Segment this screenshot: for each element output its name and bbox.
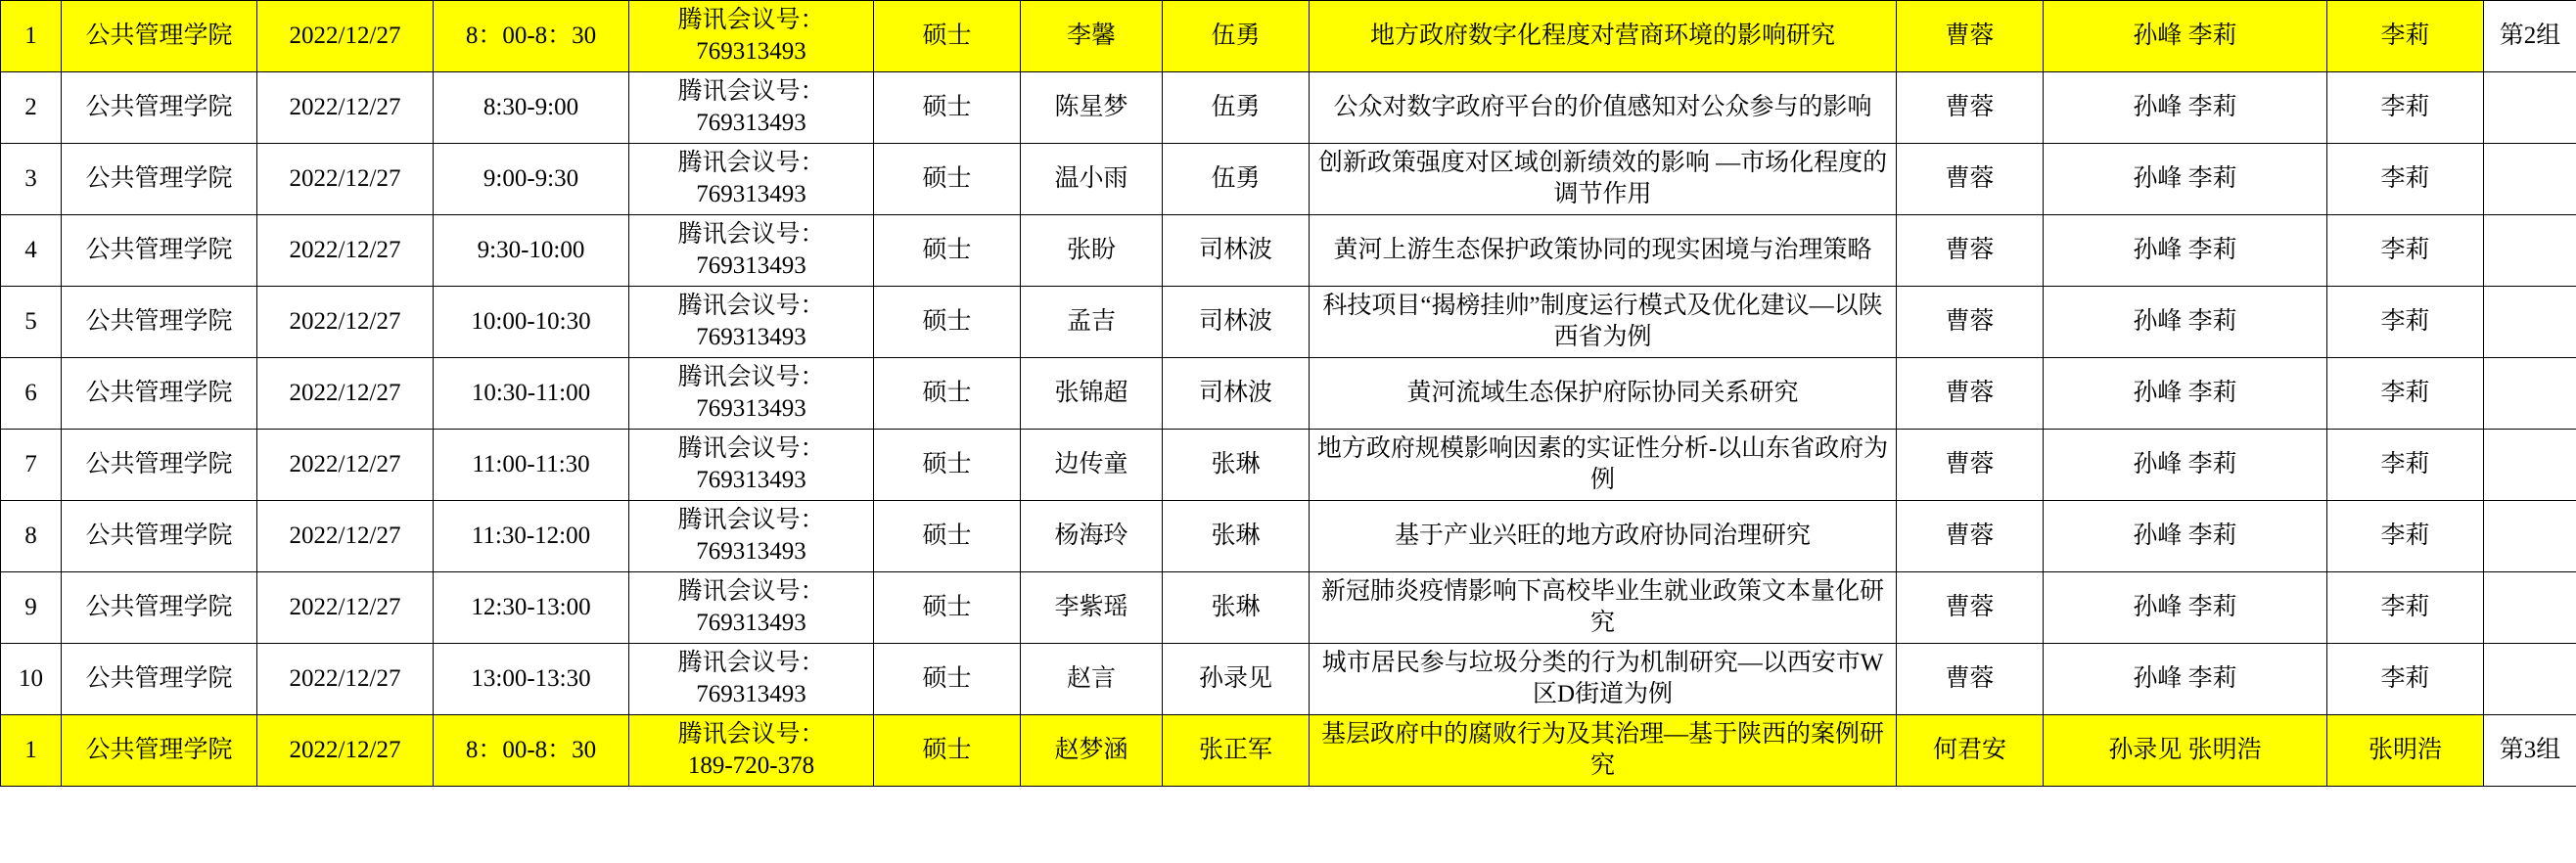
committee-members: 孙峰 李莉 xyxy=(2044,358,2327,430)
committee-chair: 李莉 xyxy=(2327,430,2484,501)
sequence-number: 5 xyxy=(1,287,62,358)
secretary: 曹蓉 xyxy=(1897,287,2044,358)
college: 公共管理学院 xyxy=(62,572,257,644)
meeting-label: 腾讯会议号： xyxy=(677,78,825,105)
meeting-id-cell xyxy=(629,430,874,501)
date: 2022/12/27 xyxy=(257,287,434,358)
student-name: 孟吉 xyxy=(1021,287,1163,358)
meeting-label: 腾讯会议号： xyxy=(677,221,825,248)
sequence-number: 4 xyxy=(1,215,62,287)
committee-chair: 李莉 xyxy=(2327,72,2484,144)
group-label xyxy=(2484,501,2576,572)
committee-chair: 李莉 xyxy=(2327,358,2484,430)
secretary: 曹蓉 xyxy=(1897,430,2044,501)
table-body xyxy=(1,1,2576,787)
degree: 硕士 xyxy=(874,430,1021,501)
advisor-name: 孙录见 xyxy=(1163,644,1310,715)
degree: 硕士 xyxy=(874,144,1021,215)
student-name: 温小雨 xyxy=(1021,144,1163,215)
advisor-name: 司林波 xyxy=(1163,358,1310,430)
degree: 硕士 xyxy=(874,215,1021,287)
college: 公共管理学院 xyxy=(62,715,257,787)
meeting-number: 769313493 xyxy=(696,110,806,136)
advisor-name: 伍勇 xyxy=(1163,144,1310,215)
sequence-number: 7 xyxy=(1,430,62,501)
table-row xyxy=(1,215,2576,287)
time-slot: 11:30-12:00 xyxy=(434,501,629,572)
thesis-topic: 基层政府中的腐败行为及其治理—基于陕西的案例研究 xyxy=(1310,715,1897,787)
student-name: 边传童 xyxy=(1021,430,1163,501)
college: 公共管理学院 xyxy=(62,501,257,572)
thesis-topic: 新冠肺炎疫情影响下高校毕业生就业政策文本量化研究 xyxy=(1310,572,1897,644)
committee-members: 孙峰 李莉 xyxy=(2044,572,2327,644)
time-slot: 8：00-8：30 xyxy=(434,1,629,72)
advisor-name: 张琳 xyxy=(1163,572,1310,644)
meeting-label: 腾讯会议号： xyxy=(677,650,825,676)
table-row xyxy=(1,287,2576,358)
thesis-topic: 黄河流域生态保护府际协同关系研究 xyxy=(1310,358,1897,430)
college: 公共管理学院 xyxy=(62,644,257,715)
group-label xyxy=(2484,430,2576,501)
sequence-number: 3 xyxy=(1,144,62,215)
degree: 硕士 xyxy=(874,72,1021,144)
committee-members: 孙峰 李莉 xyxy=(2044,215,2327,287)
student-name: 张盼 xyxy=(1021,215,1163,287)
group-label: 第2组 xyxy=(2484,1,2576,72)
committee-members: 孙峰 李莉 xyxy=(2044,430,2327,501)
date: 2022/12/27 xyxy=(257,572,434,644)
sequence-number: 2 xyxy=(1,72,62,144)
thesis-topic: 城市居民参与垃圾分类的行为机制研究—以西安市W区D街道为例 xyxy=(1310,644,1897,715)
sequence-number: 6 xyxy=(1,358,62,430)
student-name: 张锦超 xyxy=(1021,358,1163,430)
meeting-id-cell xyxy=(629,644,874,715)
degree: 硕士 xyxy=(874,287,1021,358)
secretary: 曹蓉 xyxy=(1897,144,2044,215)
college: 公共管理学院 xyxy=(62,215,257,287)
date: 2022/12/27 xyxy=(257,72,434,144)
college: 公共管理学院 xyxy=(62,144,257,215)
sequence-number: 9 xyxy=(1,572,62,644)
advisor-name: 司林波 xyxy=(1163,215,1310,287)
meeting-id-cell xyxy=(629,501,874,572)
thesis-topic: 黄河上游生态保护政策协同的现实困境与治理策略 xyxy=(1310,215,1897,287)
committee-chair: 李莉 xyxy=(2327,644,2484,715)
meeting-number: 769313493 xyxy=(696,252,806,279)
meeting-number: 769313493 xyxy=(696,395,806,422)
committee-members: 孙峰 李莉 xyxy=(2044,72,2327,144)
meeting-id-cell xyxy=(629,572,874,644)
meeting-number: 769313493 xyxy=(696,467,806,493)
secretary: 曹蓉 xyxy=(1897,501,2044,572)
meeting-label: 腾讯会议号： xyxy=(677,150,825,176)
table-row xyxy=(1,1,2576,72)
secretary: 曹蓉 xyxy=(1897,358,2044,430)
table-row xyxy=(1,72,2576,144)
committee-members: 孙峰 李莉 xyxy=(2044,644,2327,715)
thesis-topic: 地方政府规模影响因素的实证性分析-以山东省政府为例 xyxy=(1310,430,1897,501)
group-label xyxy=(2484,144,2576,215)
table-row xyxy=(1,644,2576,715)
secretary: 曹蓉 xyxy=(1897,72,2044,144)
thesis-topic: 公众对数字政府平台的价值感知对公众参与的影响 xyxy=(1310,72,1897,144)
college: 公共管理学院 xyxy=(62,72,257,144)
time-slot: 9:30-10:00 xyxy=(434,215,629,287)
college: 公共管理学院 xyxy=(62,287,257,358)
thesis-topic: 科技项目“揭榜挂帅”制度运行模式及优化建议—以陕西省为例 xyxy=(1310,287,1897,358)
secretary: 曹蓉 xyxy=(1897,215,2044,287)
sequence-number: 8 xyxy=(1,501,62,572)
date: 2022/12/27 xyxy=(257,715,434,787)
group-label xyxy=(2484,572,2576,644)
table-row xyxy=(1,715,2576,787)
time-slot: 8：00-8：30 xyxy=(434,715,629,787)
degree: 硕士 xyxy=(874,572,1021,644)
student-name: 李馨 xyxy=(1021,1,1163,72)
meeting-id-cell xyxy=(629,144,874,215)
sequence-number: 1 xyxy=(1,1,62,72)
thesis-topic: 基于产业兴旺的地方政府协同治理研究 xyxy=(1310,501,1897,572)
time-slot: 10:00-10:30 xyxy=(434,287,629,358)
degree: 硕士 xyxy=(874,358,1021,430)
table-row xyxy=(1,430,2576,501)
date: 2022/12/27 xyxy=(257,358,434,430)
meeting-label: 腾讯会议号： xyxy=(677,507,825,533)
student-name: 李紫瑶 xyxy=(1021,572,1163,644)
college: 公共管理学院 xyxy=(62,358,257,430)
table-row xyxy=(1,501,2576,572)
sequence-number: 10 xyxy=(1,644,62,715)
meeting-number: 769313493 xyxy=(696,681,806,707)
table-row xyxy=(1,358,2576,430)
advisor-name: 伍勇 xyxy=(1163,1,1310,72)
meeting-id-cell xyxy=(629,1,874,72)
meeting-number: 189-720-378 xyxy=(687,752,815,779)
meeting-label: 腾讯会议号： xyxy=(677,293,825,319)
date: 2022/12/27 xyxy=(257,215,434,287)
college: 公共管理学院 xyxy=(62,430,257,501)
committee-chair: 李莉 xyxy=(2327,572,2484,644)
meeting-label: 腾讯会议号： xyxy=(677,435,825,462)
time-slot: 11:00-11:30 xyxy=(434,430,629,501)
meeting-number: 769313493 xyxy=(696,38,806,65)
meeting-id-cell xyxy=(629,287,874,358)
date: 2022/12/27 xyxy=(257,144,434,215)
table-row xyxy=(1,572,2576,644)
group-label xyxy=(2484,72,2576,144)
committee-members: 孙峰 李莉 xyxy=(2044,287,2327,358)
meeting-label: 腾讯会议号： xyxy=(677,578,825,605)
meeting-label: 腾讯会议号： xyxy=(677,364,825,390)
meeting-number: 769313493 xyxy=(696,610,806,636)
degree: 硕士 xyxy=(874,1,1021,72)
student-name: 赵言 xyxy=(1021,644,1163,715)
committee-members: 孙峰 李莉 xyxy=(2044,501,2327,572)
group-label xyxy=(2484,644,2576,715)
meeting-id-cell xyxy=(629,215,874,287)
group-label xyxy=(2484,358,2576,430)
meeting-label: 腾讯会议号： xyxy=(677,721,825,748)
time-slot: 13:00-13:30 xyxy=(434,644,629,715)
committee-chair: 李莉 xyxy=(2327,144,2484,215)
secretary: 何君安 xyxy=(1897,715,2044,787)
secretary: 曹蓉 xyxy=(1897,644,2044,715)
date: 2022/12/27 xyxy=(257,644,434,715)
committee-chair: 张明浩 xyxy=(2327,715,2484,787)
time-slot: 12:30-13:00 xyxy=(434,572,629,644)
student-name: 杨海玲 xyxy=(1021,501,1163,572)
time-slot: 9:00-9:30 xyxy=(434,144,629,215)
thesis-topic: 创新政策强度对区域创新绩效的影响 —市场化程度的调节作用 xyxy=(1310,144,1897,215)
group-label: 第3组 xyxy=(2484,715,2576,787)
committee-members: 孙录见 张明浩 xyxy=(2044,715,2327,787)
time-slot: 10:30-11:00 xyxy=(434,358,629,430)
degree: 硕士 xyxy=(874,501,1021,572)
committee-chair: 李莉 xyxy=(2327,1,2484,72)
sequence-number: 1 xyxy=(1,715,62,787)
committee-members: 孙峰 李莉 xyxy=(2044,144,2327,215)
advisor-name: 张琳 xyxy=(1163,430,1310,501)
date: 2022/12/27 xyxy=(257,430,434,501)
secretary: 曹蓉 xyxy=(1897,572,2044,644)
advisor-name: 伍勇 xyxy=(1163,72,1310,144)
meeting-label: 腾讯会议号： xyxy=(677,7,825,33)
committee-chair: 李莉 xyxy=(2327,287,2484,358)
meeting-id-cell xyxy=(629,358,874,430)
student-name: 赵梦涵 xyxy=(1021,715,1163,787)
group-label xyxy=(2484,215,2576,287)
committee-members: 孙峰 李莉 xyxy=(2044,1,2327,72)
table-row xyxy=(1,144,2576,215)
date: 2022/12/27 xyxy=(257,1,434,72)
advisor-name: 司林波 xyxy=(1163,287,1310,358)
degree: 硕士 xyxy=(874,715,1021,787)
time-slot: 8:30-9:00 xyxy=(434,72,629,144)
meeting-number: 769313493 xyxy=(696,324,806,350)
date: 2022/12/27 xyxy=(257,501,434,572)
advisor-name: 张正军 xyxy=(1163,715,1310,787)
meeting-id-cell xyxy=(629,72,874,144)
secretary: 曹蓉 xyxy=(1897,1,2044,72)
committee-chair: 李莉 xyxy=(2327,501,2484,572)
thesis-topic: 地方政府数字化程度对营商环境的影响研究 xyxy=(1310,1,1897,72)
college: 公共管理学院 xyxy=(62,1,257,72)
advisor-name: 张琳 xyxy=(1163,501,1310,572)
meeting-number: 769313493 xyxy=(696,181,806,207)
committee-chair: 李莉 xyxy=(2327,215,2484,287)
student-name: 陈星梦 xyxy=(1021,72,1163,144)
meeting-number: 769313493 xyxy=(696,538,806,565)
meeting-id-cell xyxy=(629,715,874,787)
degree: 硕士 xyxy=(874,644,1021,715)
group-label xyxy=(2484,287,2576,358)
